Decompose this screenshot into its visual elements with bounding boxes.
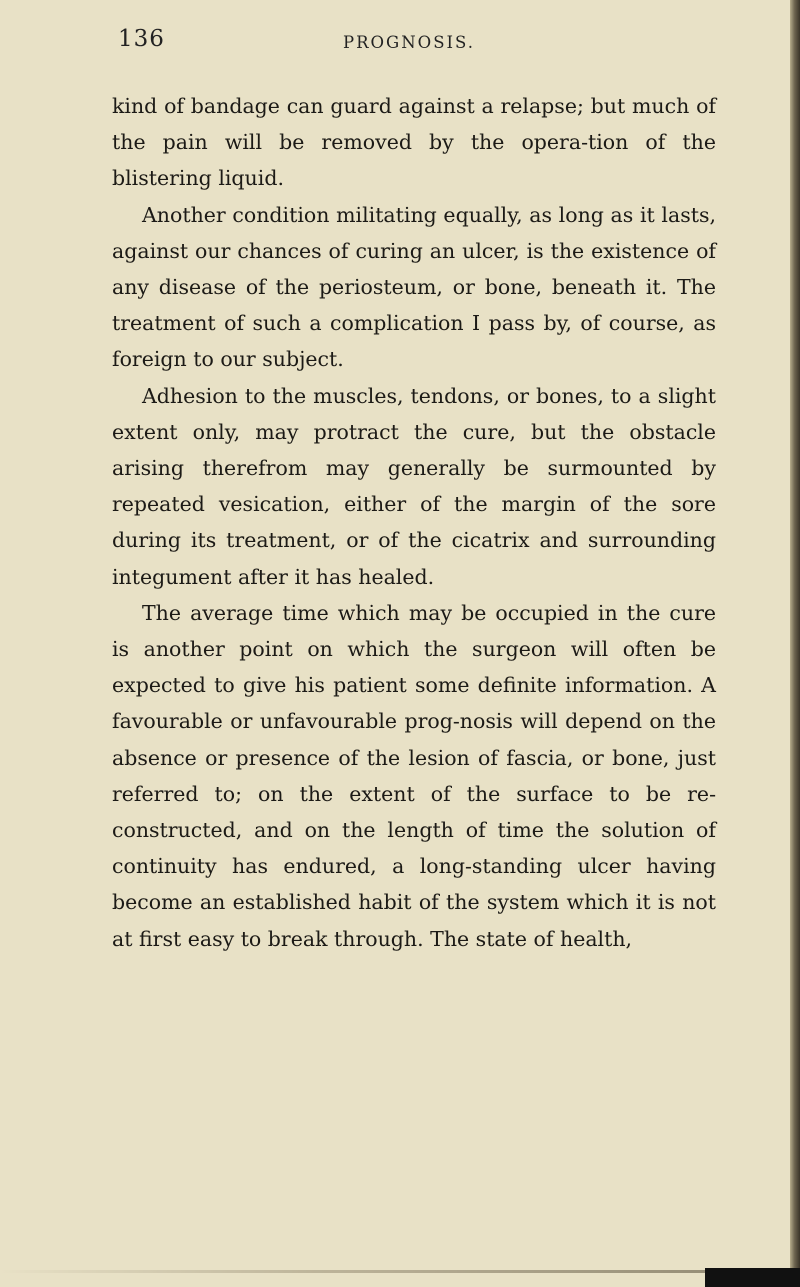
bottom-edge-rule bbox=[0, 1270, 790, 1273]
running-head: PROGNOSIS. bbox=[343, 33, 475, 52]
paragraph-4: The average time which may be occupied in the cure is another point on which the surgeon will often be expected to give his patient some definite information. A favourable or unfavourable prog-nosis will depend on the absence or presence of the lesion of fascia, or bone, just referred to; on the extent of the surface to be re-constructed, and on the length of time the solution of continuity has endured, a long-standing ulcer having become an established habit of the system which it is not at first easy to break through. The state of health, bbox=[112, 600, 716, 951]
paragraph-1: kind of bandage can guard against a relapse; but much of the pain will be removed by the opera-tion of the blistering liquid. bbox=[112, 94, 716, 191]
page-header bbox=[0, 0, 792, 60]
page-number: 136 bbox=[118, 26, 165, 52]
page-edge-shadow bbox=[790, 0, 800, 1287]
paragraph-3: Adhesion to the muscles, tendons, or bones, to a slight extent only, may protract the cure, but the obstacle arising therefrom may generally be surmounted by repeated vesication, either of the margin of the sore during its treatment, or of the cicatrix and surrounding integument after it has healed. bbox=[112, 383, 716, 589]
paragraph-2: Another condition militating equally, as long as it lasts, against our chances of curing an ulcer, is the existence of any disease of the periosteum, or bone, beneath it. The treatment of such a complication I pass by, of course, as foreign to our subject. bbox=[112, 202, 716, 372]
body-text bbox=[112, 88, 716, 957]
bottom-edge-mark bbox=[705, 1268, 800, 1287]
